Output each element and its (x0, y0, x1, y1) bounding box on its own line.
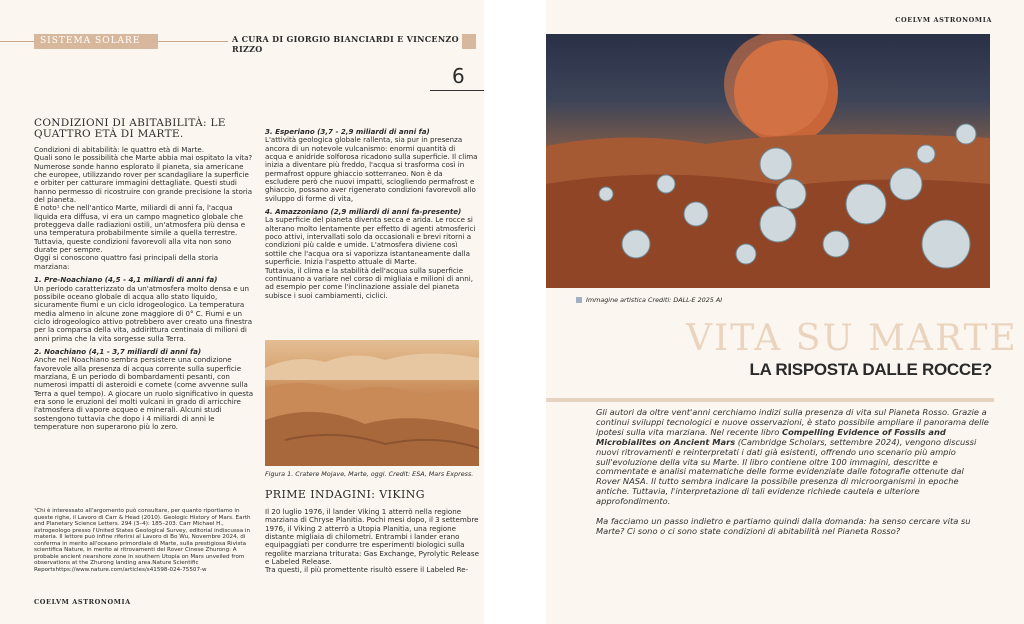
paragraph: Il 20 luglio 1976, il lander Viking 1 atterrò nella regione marziana di Chryse Planitia. Pochi mesi dopo, il 3 settembre 1976, il Viking 2 atterrò a Utopia Planitia, una regione distante migliaia di chilometri. Entrambi i lander erano equipaggiati per condurre tre esperimenti biologici sulla regolite marziana triturata: Gas Exchange, Pyrolytic Release e Labeled Release. (265, 507, 479, 567)
intro-text: Gli autori da oltre vent'anni cerchiamo indizi sulla presenza di vita sul Pianeta Rosso. Grazie a continui sviluppi tecnologici e nuove osservazioni, è stato possibile ampliare il panorama delle ipotesi sulla vita marziana. Nel recente libro (596, 407, 989, 437)
section-title: CONDIZIONI DI ABITABILITÀ: LE QUATTRO ETÀ DI MARTE. (34, 117, 226, 140)
intro-text: (Cambridge Scholars, settembre 2024), vengono discussi nuovi ritrovamenti e reinterpretati i dati già esistenti, offrendo uno scenario più ampio sull'evoluzione della vita su Marte. Il libro contiene oltre 100 immagini, descritte e commentate e analisi matematiche delle forme evidenziate dalle fotografie ottenute dal Rover NASA. Il tutto sembra indicare la possibile presenza di microorganismi in epoche antiche. Tuttavia, l'interpretazione di tali evidenze richiede cautela e ulteriore approfondimento. (596, 436, 977, 507)
section-title-viking: PRIME INDAGINI: VIKING (265, 488, 425, 501)
curator-line: A CURA DI GIORGIO BIANCIARDI E VINCENZO RIZZO (228, 34, 484, 54)
header-magazine: COELVM ASTRONOMIA (895, 16, 992, 24)
era-heading: 1. Pre-Noachiano (4,5 - 4,1 miliardi di anni fa) (34, 275, 218, 285)
paragraph: La superficie del pianeta diventa secca e arida. Le rocce si alterano molto lentamente per effetto di agenti atmosferici poco attivi, intervallati solo da occasionali e brevi ritorni a condizioni più calde e umide. L'atmosfera diviene così sottile che l'acqua ora si vaporizza istantaneamente dalla superficie. Inizia l'aspetto attuale di Marte. (265, 215, 476, 267)
book-title: Compelling Evidence of Fossils and Microbialites on Ancient Mars (596, 426, 946, 447)
column-2-bottom (265, 508, 479, 575)
paragraph: L'attività geologica globale rallenta, sia pur in presenza ancora di un notevole vulcanismo: enormi quantità di acqua e anidride solforosa ricadono sulla superficie. Il clima inizia a diventare più freddo, l'acqua si trasforma così in permafrost oppure ghiaccio sotterraneo. Non è da escludere però che nuovi impatti, sciogliendo permafrost e ghiaccio, possano aver rigenerato condizioni favorevoli allo sviluppo di forme di vita, (265, 135, 478, 203)
footnote: ¹Chi è interessato all'argomento può consultare, per quanto riportiamo in queste righe, il Lavoro di Carr & Head (2010). Geologic History of Mars. Earth and Planetary Science Letters. 294 (3–4): 185–203. Carr Michael H., astrogeologo presso l'United States Geological Survey, editorial indiscussa in materia. Il lettore può infine riferirsi al Lavoro di Bo Wu, Novembre 2024, di conferma in merito all'oceano primordiale di Marte, sulla prestigiosa Rivista scientifica Nature, in merito ai ritrovamenti del Rover Cinese Zhurong: A probable ancient nearshore zone in southern Utopia on Mars unveiled from observations at the Zhurong landing area.Nature Scientific Reportshttps://www.nature.com/articles/s41598-024-75507-w (34, 508, 251, 573)
paragraph: Anche nel Noachiano sembra persistere una condizione favorevole alla presenza di acqua corrente sulla superficie marziana, È un periodo di bombardamenti pesanti, con numerosi impatti di asteroidi e comete (come avvenne sulla Terra a quel tempo). A giocare un ruolo significativo in questa era sono le eruzioni dei molti vulcani in grado di arricchire l'atmosfera di vapore acqueo e minerali. Alcuni studi sostengono tuttavia che dopo i 4 miliardi di anni le temperature non superarono più lo zero. (34, 355, 254, 431)
paragraph: Condizioni di abitabilità: le quattro età di Marte. (34, 145, 205, 154)
mojave-crater-photo (265, 340, 479, 466)
era-heading: 2. Noachiano (4,1 - 3,7 miliardi di anni fa) (34, 346, 202, 356)
header-square (462, 34, 476, 49)
paragraph: Quali sono le possibilità che Marte abbia mai ospitato la vita? Numerose sonde hanno esplorato il pianeta, sia americane che europee, utilizzando rover per scandagliare la superficie e orbiter per catturare immagini dettagliate. Questi studi hanno permesso di ricostruire con grande precisione la storia del pianeta. (34, 153, 253, 205)
left-page (0, 0, 484, 624)
intro-paragraph (596, 408, 990, 507)
credit-square (576, 297, 582, 303)
footer-magazine: COELVM ASTRONOMIA (34, 598, 131, 606)
era-heading: 4. Amazzoniano (2,9 miliardi di anni fa-presente) (265, 207, 462, 217)
mojave-crater-illustration (265, 340, 479, 466)
right-page (546, 0, 1024, 624)
page-number: 6 (452, 64, 465, 88)
title-bar (546, 398, 994, 402)
intro-paragraph: Ma facciamo un passo indietro e partiamo quindi dalla domanda: ha senso cercare vita su Marte? Ci sono o ci sono state condizioni di abitabilità nel Pianeta Rosso? (596, 516, 971, 536)
column-1 (34, 118, 254, 431)
hero-image (546, 34, 990, 288)
section-tag: SISTEMA SOLARE (34, 34, 158, 49)
article-subtitle: LA RISPOSTA DALLE ROCCE? (749, 360, 992, 379)
paragraph: Tra questi, il più promettente risultò essere il Labeled Re- (265, 565, 469, 575)
intro-block (596, 408, 990, 547)
paragraph: Tuttavia, il clima e la stabilità dell'acqua sulla superficie continuano a variare nel corso di migliaia e milioni di anni, ad esempio per come l'inclinazione assiale del pianeta subisce i suoi cambiamenti, ciclici. (265, 265, 473, 300)
column-2 (265, 128, 479, 300)
page-number-rule (430, 90, 484, 91)
mars-microbes-artwork (546, 34, 990, 288)
gutter (484, 0, 546, 624)
paragraph: È noto¹ che nell'antico Marte, miliardi di anni fa, l'acqua liquida era diffusa, vi era un campo magnetico globale che proteggeva dalle radiazioni ostili, un'atmosfera più densa e una temperatura probabilmente simile a quella terrestre. Tuttavia, queste condizioni favorevoli alla vita non sono durate per sempre. (34, 203, 246, 255)
paragraph: Oggi si conoscono quattro fasi principali della storia marziana: (34, 253, 219, 271)
era-heading: 3. Esperiano (3,7 - 2,9 miliardi di anni fa) (265, 127, 430, 136)
article-title: VITA SU MARTE (686, 318, 1018, 359)
figure-caption: Figura 1. Cratere Mojave, Marte, oggi. Credit: ESA, Mars Express. (265, 470, 474, 478)
image-credit: Immagine artistica Crediti: DALL-E 2025 AI (586, 296, 723, 304)
paragraph: Un periodo caratterizzato da un'atmosfera molto densa e un possibile oceano globale di acqua allo stato liquido, sicuramente fiumi e un ciclo idrogeologico. La temperatura media almeno in alcune zone maggiore di 0° C. Fiumi e un ciclo idrogeologico attivo potrebbero aver creato una finestra per la comparsa della vita, addirittura centinaia di milioni di anni prima che la vita sorgesse sulla Terra. (34, 283, 253, 343)
